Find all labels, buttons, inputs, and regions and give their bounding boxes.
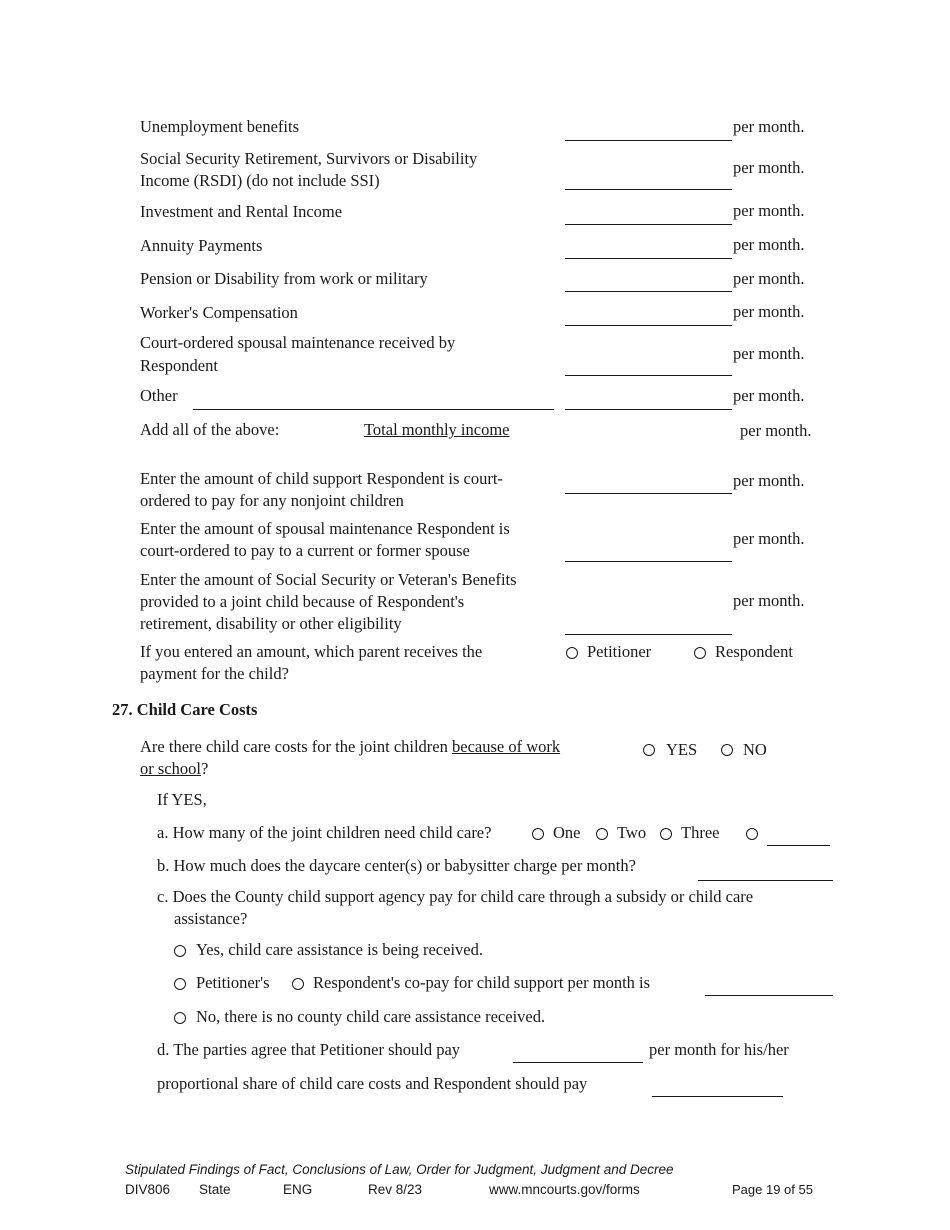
footer-revision: Rev 8/23 xyxy=(368,1182,423,1197)
petitioner-option-label: Petitioner xyxy=(587,642,652,661)
respondent-radio[interactable] xyxy=(694,647,706,659)
label-child-support-line1: Enter the amount of child support Respondent is court- xyxy=(140,469,503,488)
respondents-copay-label: Respondent's co-pay for child support per month is xyxy=(313,973,651,992)
label-spousal-paid-line2: court-ordered to pay to a current or former spouse xyxy=(140,541,470,560)
no-label: NO xyxy=(743,740,767,759)
footer-url[interactable]: www.mncourts.gov/forms xyxy=(489,1182,640,1197)
label-spousal-paid-line1: Enter the amount of spousal maintenance Respondent is xyxy=(140,519,510,538)
unit-label: per month. xyxy=(733,269,805,288)
question-d-label: d. The parties agree that Petitioner should pay xyxy=(157,1040,461,1059)
question-a-label: a. How many of the joint children need child care? xyxy=(157,823,492,842)
total-monthly-income-link[interactable]: Total monthly income xyxy=(364,420,510,439)
label-pension: Pension or Disability from work or military xyxy=(140,269,428,288)
ss-benefits-amount-field[interactable] xyxy=(565,634,732,635)
unit-label: per month. xyxy=(733,591,805,610)
label-ss-benefits-line1: Enter the amount of Social Security or Veteran's Benefits xyxy=(140,570,517,589)
because-of-work-link[interactable]: because of work xyxy=(452,737,561,756)
investment-amount-field[interactable] xyxy=(565,224,732,225)
respondent-option-label: Respondent xyxy=(715,642,793,661)
petitioner-pay-field[interactable] xyxy=(513,1062,643,1063)
yes-label: YES xyxy=(666,740,698,759)
label-workers-comp: Worker's Compensation xyxy=(140,303,298,322)
three-radio[interactable] xyxy=(660,828,672,840)
label-receiver-line2: payment for the child? xyxy=(140,664,289,683)
unit-label: per month. xyxy=(733,386,805,405)
pension-amount-field[interactable] xyxy=(565,291,732,292)
petitioners-label: Petitioner's xyxy=(196,973,270,992)
child-care-question-line1: Are there child care costs for the joint children because of work xyxy=(140,737,561,756)
label-spousal-received-line2: Respondent xyxy=(140,356,218,375)
no-radio[interactable] xyxy=(721,744,733,756)
unit-label: per month. xyxy=(733,344,805,363)
one-radio[interactable] xyxy=(532,828,544,840)
footer-language: ENG xyxy=(283,1182,313,1197)
if-yes-label: If YES, xyxy=(157,790,207,809)
unit-label: per month. xyxy=(733,529,805,548)
question-b-label: b. How much does the daycare center(s) or babysitter charge per month? xyxy=(157,856,636,875)
petitioner-radio[interactable] xyxy=(566,647,578,659)
label-receiver-line1: If you entered an amount, which parent receives the xyxy=(140,642,483,661)
daycare-charge-field[interactable] xyxy=(698,880,833,881)
question-c-line2: assistance? xyxy=(174,909,248,928)
spousal-paid-amount-field[interactable] xyxy=(565,561,732,562)
unemployment-amount-field[interactable] xyxy=(565,140,732,141)
unit-label: per month. xyxy=(733,201,805,220)
label-unemployment: Unemployment benefits xyxy=(140,117,300,136)
label-child-support-line2: ordered to pay for any nonjoint children xyxy=(140,491,404,510)
footer-title: Stipulated Findings of Fact, Conclusions of Law, Order for Judgment, Judgment and Decree xyxy=(125,1162,674,1177)
footer-page-number: Page 19 of 55 xyxy=(732,1182,813,1197)
footer-form-number: DIV806 xyxy=(125,1182,171,1197)
unit-label: per month. xyxy=(733,471,805,490)
other-count-field[interactable] xyxy=(767,845,830,846)
section-27-heading: 27. Child Care Costs xyxy=(112,700,258,719)
unit-label: per month. xyxy=(740,421,812,440)
assistance-no-radio[interactable] xyxy=(174,1012,186,1024)
spousal-received-amount-field[interactable] xyxy=(565,375,732,376)
petitioners-copay-radio[interactable] xyxy=(174,978,186,990)
respondents-copay-radio[interactable] xyxy=(292,978,304,990)
yes-radio[interactable] xyxy=(643,744,655,756)
footer-state: State xyxy=(199,1182,231,1197)
three-label: Three xyxy=(681,823,720,842)
child-care-question-line2: or school? xyxy=(140,759,209,778)
assistance-yes-radio[interactable] xyxy=(174,945,186,957)
question-d-post: per month for his/her xyxy=(649,1040,789,1059)
one-label: One xyxy=(553,823,581,842)
label-annuity: Annuity Payments xyxy=(140,236,263,255)
label-investment: Investment and Rental Income xyxy=(140,202,343,221)
rsdi-amount-field[interactable] xyxy=(565,189,732,190)
two-radio[interactable] xyxy=(596,828,608,840)
or-school-link[interactable]: or school xyxy=(140,759,201,778)
two-label: Two xyxy=(617,823,647,842)
annuity-amount-field[interactable] xyxy=(565,258,732,259)
label-spousal-received-line1: Court-ordered spousal maintenance received by xyxy=(140,333,456,352)
question-d-line2: proportional share of child care costs and Respondent should pay xyxy=(157,1074,588,1093)
unit-label: per month. xyxy=(733,235,805,254)
label-ss-benefits-line3: retirement, disability or other eligibility xyxy=(140,614,402,633)
copay-amount-field[interactable] xyxy=(705,995,833,996)
label-other: Other xyxy=(140,386,178,405)
question-c-line1: c. Does the County child support agency pay for child care through a subsidy or child care xyxy=(157,887,754,906)
other-description-field[interactable] xyxy=(193,409,554,410)
assistance-yes-label: Yes, child care assistance is being received. xyxy=(196,940,483,959)
unit-label: per month. xyxy=(733,117,805,136)
other-amount-field[interactable] xyxy=(565,409,732,410)
child-support-amount-field[interactable] xyxy=(565,493,732,494)
workers-comp-amount-field[interactable] xyxy=(565,325,732,326)
unit-label: per month. xyxy=(733,158,805,177)
label-add-all: Add all of the above: xyxy=(140,420,280,439)
label-rsdi-line1: Social Security Retirement, Survivors or Disability xyxy=(140,149,478,168)
label-ss-benefits-line2: provided to a joint child because of Respondent's xyxy=(140,592,465,611)
unit-label: per month. xyxy=(733,302,805,321)
respondent-pay-field[interactable] xyxy=(652,1096,783,1097)
other-count-radio[interactable] xyxy=(746,828,758,840)
assistance-no-label: No, there is no county child care assistance received. xyxy=(196,1007,546,1026)
label-rsdi-line2: Income (RSDI) (do not include SSI) xyxy=(140,171,380,190)
